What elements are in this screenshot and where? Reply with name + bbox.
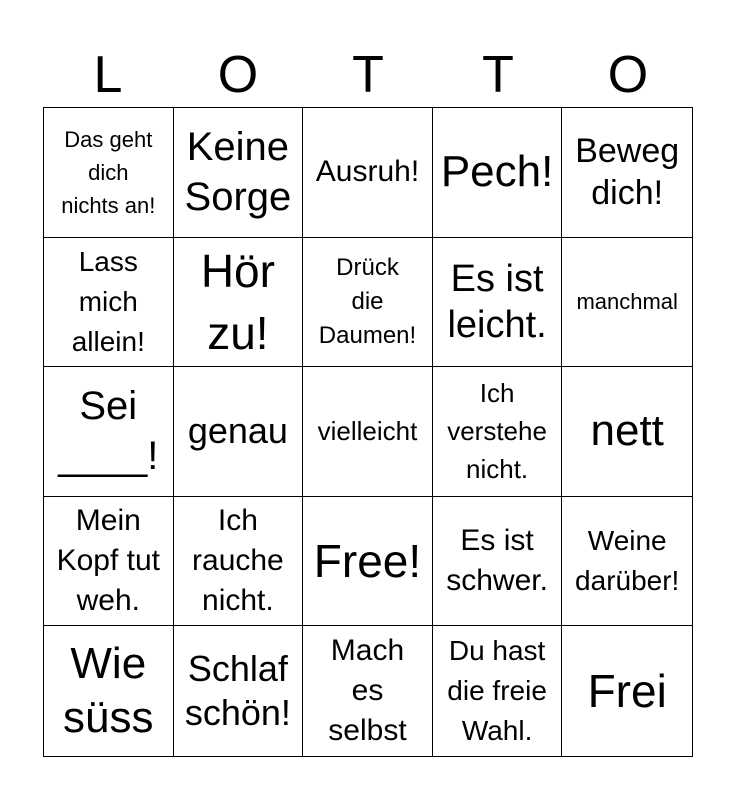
bingo-cell[interactable] (562, 108, 692, 238)
bingo-cell[interactable] (562, 497, 692, 627)
bingo-cell[interactable] (44, 238, 174, 368)
bingo-cell[interactable] (44, 108, 174, 238)
bingo-cell[interactable] (303, 367, 433, 497)
bingo-cell[interactable] (174, 626, 304, 756)
bingo-cell[interactable] (44, 497, 174, 627)
bingo-cell[interactable] (174, 367, 304, 497)
header-letter: O (607, 46, 649, 104)
bingo-board (43, 107, 693, 757)
cell-text: Free! (313, 535, 422, 588)
bingo-cell[interactable] (562, 367, 692, 497)
header-letter: L (93, 46, 123, 104)
cell-text: Weine darüber! (575, 525, 680, 597)
cell-text: Beweg dich! (575, 132, 680, 213)
cell-text: Ausruh! (315, 155, 420, 189)
bingo-cell[interactable] (303, 626, 433, 756)
bingo-header (43, 44, 693, 106)
bingo-cell[interactable] (174, 108, 304, 238)
header-letter: T (482, 46, 514, 104)
cell-text: Mein Kopf tut weh. (56, 504, 160, 618)
bingo-cell[interactable] (303, 238, 433, 368)
cell-text: Ich rauche nicht. (192, 504, 284, 618)
bingo-cell[interactable] (174, 497, 304, 627)
cell-text: Schlaf schön! (184, 648, 291, 734)
bingo-cell[interactable] (433, 367, 563, 497)
cell-text: Mach es selbst (328, 634, 407, 748)
cell-text: vielleicht (317, 416, 418, 447)
cell-text: Es ist leicht. (447, 257, 547, 346)
cell-text: manchmal (576, 289, 678, 315)
cell-text: genau (187, 410, 288, 452)
cell-text: Es ist schwer. (446, 524, 548, 598)
cell-text: Ich verstehe nicht. (447, 378, 547, 485)
bingo-cell[interactable] (303, 108, 433, 238)
cell-text: Frei (587, 665, 667, 718)
bingo-cell[interactable] (44, 626, 174, 756)
bingo-cell[interactable] (433, 497, 563, 627)
bingo-cell[interactable] (433, 626, 563, 756)
cell-text: Keine Sorge (184, 125, 292, 220)
bingo-cell[interactable] (174, 238, 304, 368)
cell-text: Pech! (440, 147, 554, 197)
bingo-cell[interactable] (562, 626, 692, 756)
cell-text: Sei ____! (58, 384, 159, 479)
header-letter: O (217, 46, 259, 104)
bingo-cell[interactable] (433, 238, 563, 368)
bingo-cell[interactable] (433, 108, 563, 238)
header-letter: T (352, 46, 384, 104)
cell-text: Das geht dich nichts an! (61, 126, 156, 218)
cell-text: Du hast die freie Wahl. (447, 635, 547, 747)
bingo-cell[interactable] (303, 497, 433, 627)
bingo-cell[interactable] (44, 367, 174, 497)
cell-text: Hör zu! (200, 244, 275, 359)
cell-text: Lass mich allein! (71, 245, 145, 357)
cell-text: Wie süss (63, 639, 154, 743)
cell-text: Drück die Daumen! (318, 253, 417, 349)
cell-text: nett (590, 406, 664, 456)
bingo-cell[interactable] (562, 238, 692, 368)
